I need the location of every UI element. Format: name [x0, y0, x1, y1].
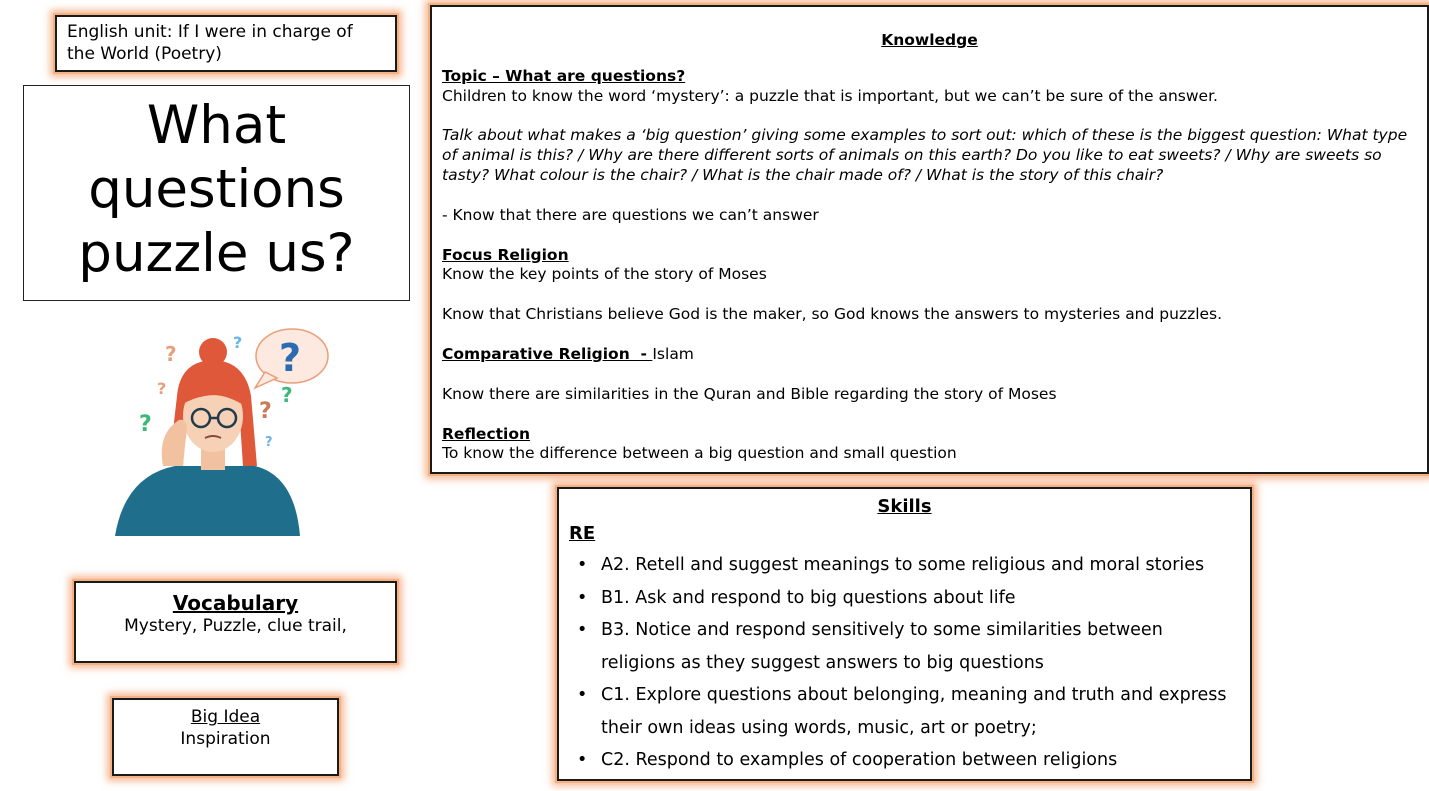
title-line2: questions [88, 159, 345, 220]
know-text: - Know that there are questions we can’t answer [442, 205, 819, 224]
big-idea-heading: Big Idea [190, 707, 261, 727]
big-idea-value: Inspiration [180, 729, 271, 749]
vocabulary-box [74, 581, 397, 663]
focus-text-2: Know that Christians believe God is the maker, so God knows the answers to mysteries and puzzles. [442, 305, 1223, 324]
title-line3: puzzle us? [78, 223, 355, 284]
knowledge-panel [430, 5, 1429, 474]
skills-panel [557, 487, 1252, 781]
puzzled-person-icon [105, 326, 330, 538]
comparative-heading: Comparative Religion - [442, 344, 653, 363]
skills-heading: Skills [877, 496, 932, 517]
comparative-religion: Islam [652, 344, 694, 363]
knowledge-heading: Knowledge [881, 31, 978, 49]
svg-text:?: ? [165, 342, 177, 366]
skill-item-c2: • C2. Respond to examples of cooperation between religions [591, 744, 1240, 777]
svg-text:?: ? [265, 435, 273, 450]
skill-item-a2: • A2. Retell and suggest meanings to some religious and moral stories [591, 549, 1240, 582]
svg-text:?: ? [139, 412, 152, 437]
comparative-line [442, 345, 1417, 365]
talk-text: Talk about what makes a ‘big question’ giving some examples to sort out: which of these is the biggest question: What type of animal is this? / Why are there different sorts of animals on this earth? Do you like to eat sweets? / Why are sweets so tasty? What colour is the chair? / What is the chair made of? / What is the story of this chair? [442, 126, 1408, 184]
skills-list [569, 549, 1240, 777]
title-line1: What [146, 95, 287, 156]
skills-subject: RE [569, 523, 596, 544]
svg-text:?: ? [259, 399, 272, 424]
svg-text:?: ? [157, 379, 167, 398]
topic-text: Children to know the word ‘mystery’: a puzzle that is important, but we can’t be sure of the answer. [442, 86, 1218, 105]
english-unit-box [55, 15, 397, 72]
svg-text:?: ? [233, 333, 243, 352]
reflection-text: To know the difference between a big question and small question [442, 444, 957, 463]
vocabulary-words: Mystery, Puzzle, clue trail, [124, 616, 347, 636]
svg-text:?: ? [281, 383, 293, 407]
svg-text:?: ? [279, 336, 302, 380]
english-unit-line2: the World (Poetry) [67, 44, 222, 64]
topic-heading: Topic – What are questions? [442, 66, 686, 85]
page-title [23, 85, 410, 301]
vocabulary-heading: Vocabulary [172, 591, 299, 615]
skill-item-b3: • B3. Notice and respond sensitively to some similarities between religions as they suggest answers to big questions [591, 614, 1240, 679]
big-idea-box [112, 698, 339, 776]
focus-text-1: Know the key points of the story of Moses [442, 265, 767, 284]
focus-heading: Focus Religion [442, 245, 569, 264]
reflection-heading: Reflection [442, 424, 531, 443]
skill-item-b1: • B1. Ask and respond to big questions about life [591, 582, 1240, 615]
skill-item-c1: • C1. Explore questions about belonging, meaning and truth and express their own ideas using words, music, art or poetry; [591, 679, 1240, 744]
comparative-text: Know there are similarities in the Quran and Bible regarding the story of Moses [442, 384, 1057, 403]
english-unit-line1: English unit: If I were in charge of [67, 22, 353, 42]
